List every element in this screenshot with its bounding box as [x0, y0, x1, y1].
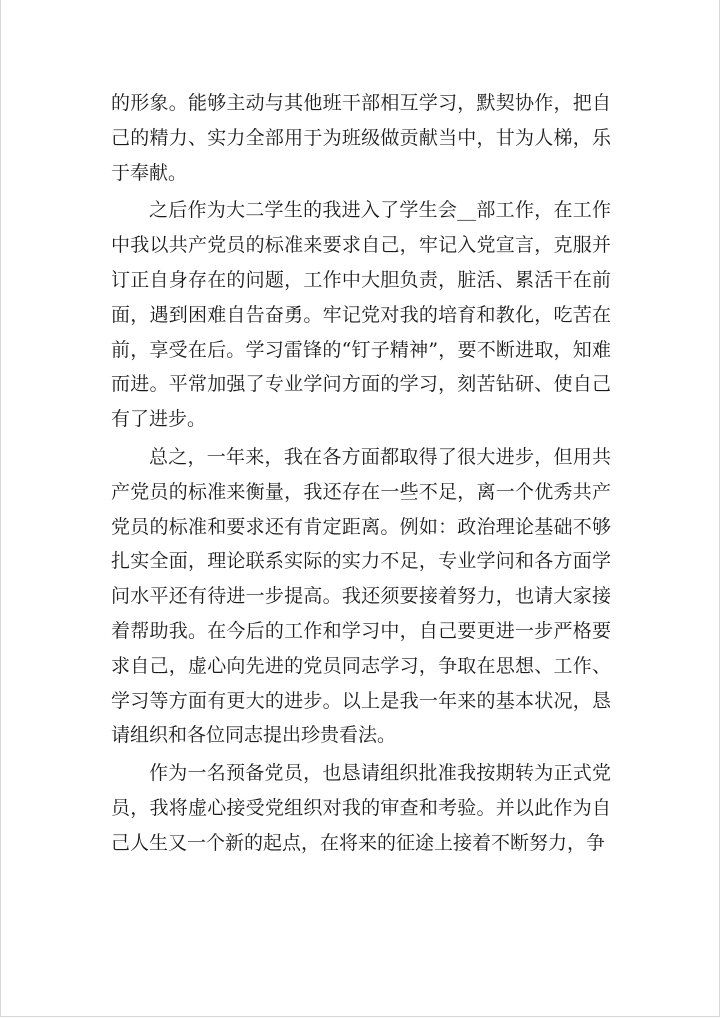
- paragraph-1: 的形象。能够主动与其他班干部相互学习，默契协作，把自己的精力、实力全部用于为班级做贡献当中，甘为人梯，乐于奉献。: [111, 92, 611, 184]
- document-body: [111, 86, 611, 864]
- paragraph-3: 总之，一年来，我在各方面都取得了很大进步，但用共产党员的标准来衡量，我还存在一些不足，离一个优秀共产党员的标准和要求还有肯定距离。例如：政治理论基础不够扎实全面，理论联系实际的实力不足，专业学问和各方面学问水平还有待进一步提高。我还须要接着努力，也请大家接着帮助我。在今后的工作和学习中，自己要更进一步严格要求自己，虚心向先进的党员同志学习，争取在思想、工作、学习等方面有更大的进步。以上是我一年来的基本状况，恳请组织和各位同志提出珍贵看法。: [111, 445, 611, 747]
- paragraph-4: 作为一名预备党员，也恳请组织批准我按期转为正式党员，我将虚心接受党组织对我的审查和考验。并以此作为自己人生又一个新的起点，在将来的征途上接着不断努力，争: [111, 762, 611, 854]
- paragraph-2: 之后作为大二学生的我进入了学生会__部工作，在工作中我以共产党员的标准来要求自己，牢记入党宣言，克服并订正自身存在的问题，工作中大胆负责，脏活、累活干在前面，遇到困难自告奋勇。牢记党对我的培育和教化，吃苦在前，享受在后。学习雷锋的“钉子精神”，要不断进取，知难而进。平常加强了专业学问方面的学习，刻苦钻研、使自己有了进步。: [111, 199, 611, 431]
